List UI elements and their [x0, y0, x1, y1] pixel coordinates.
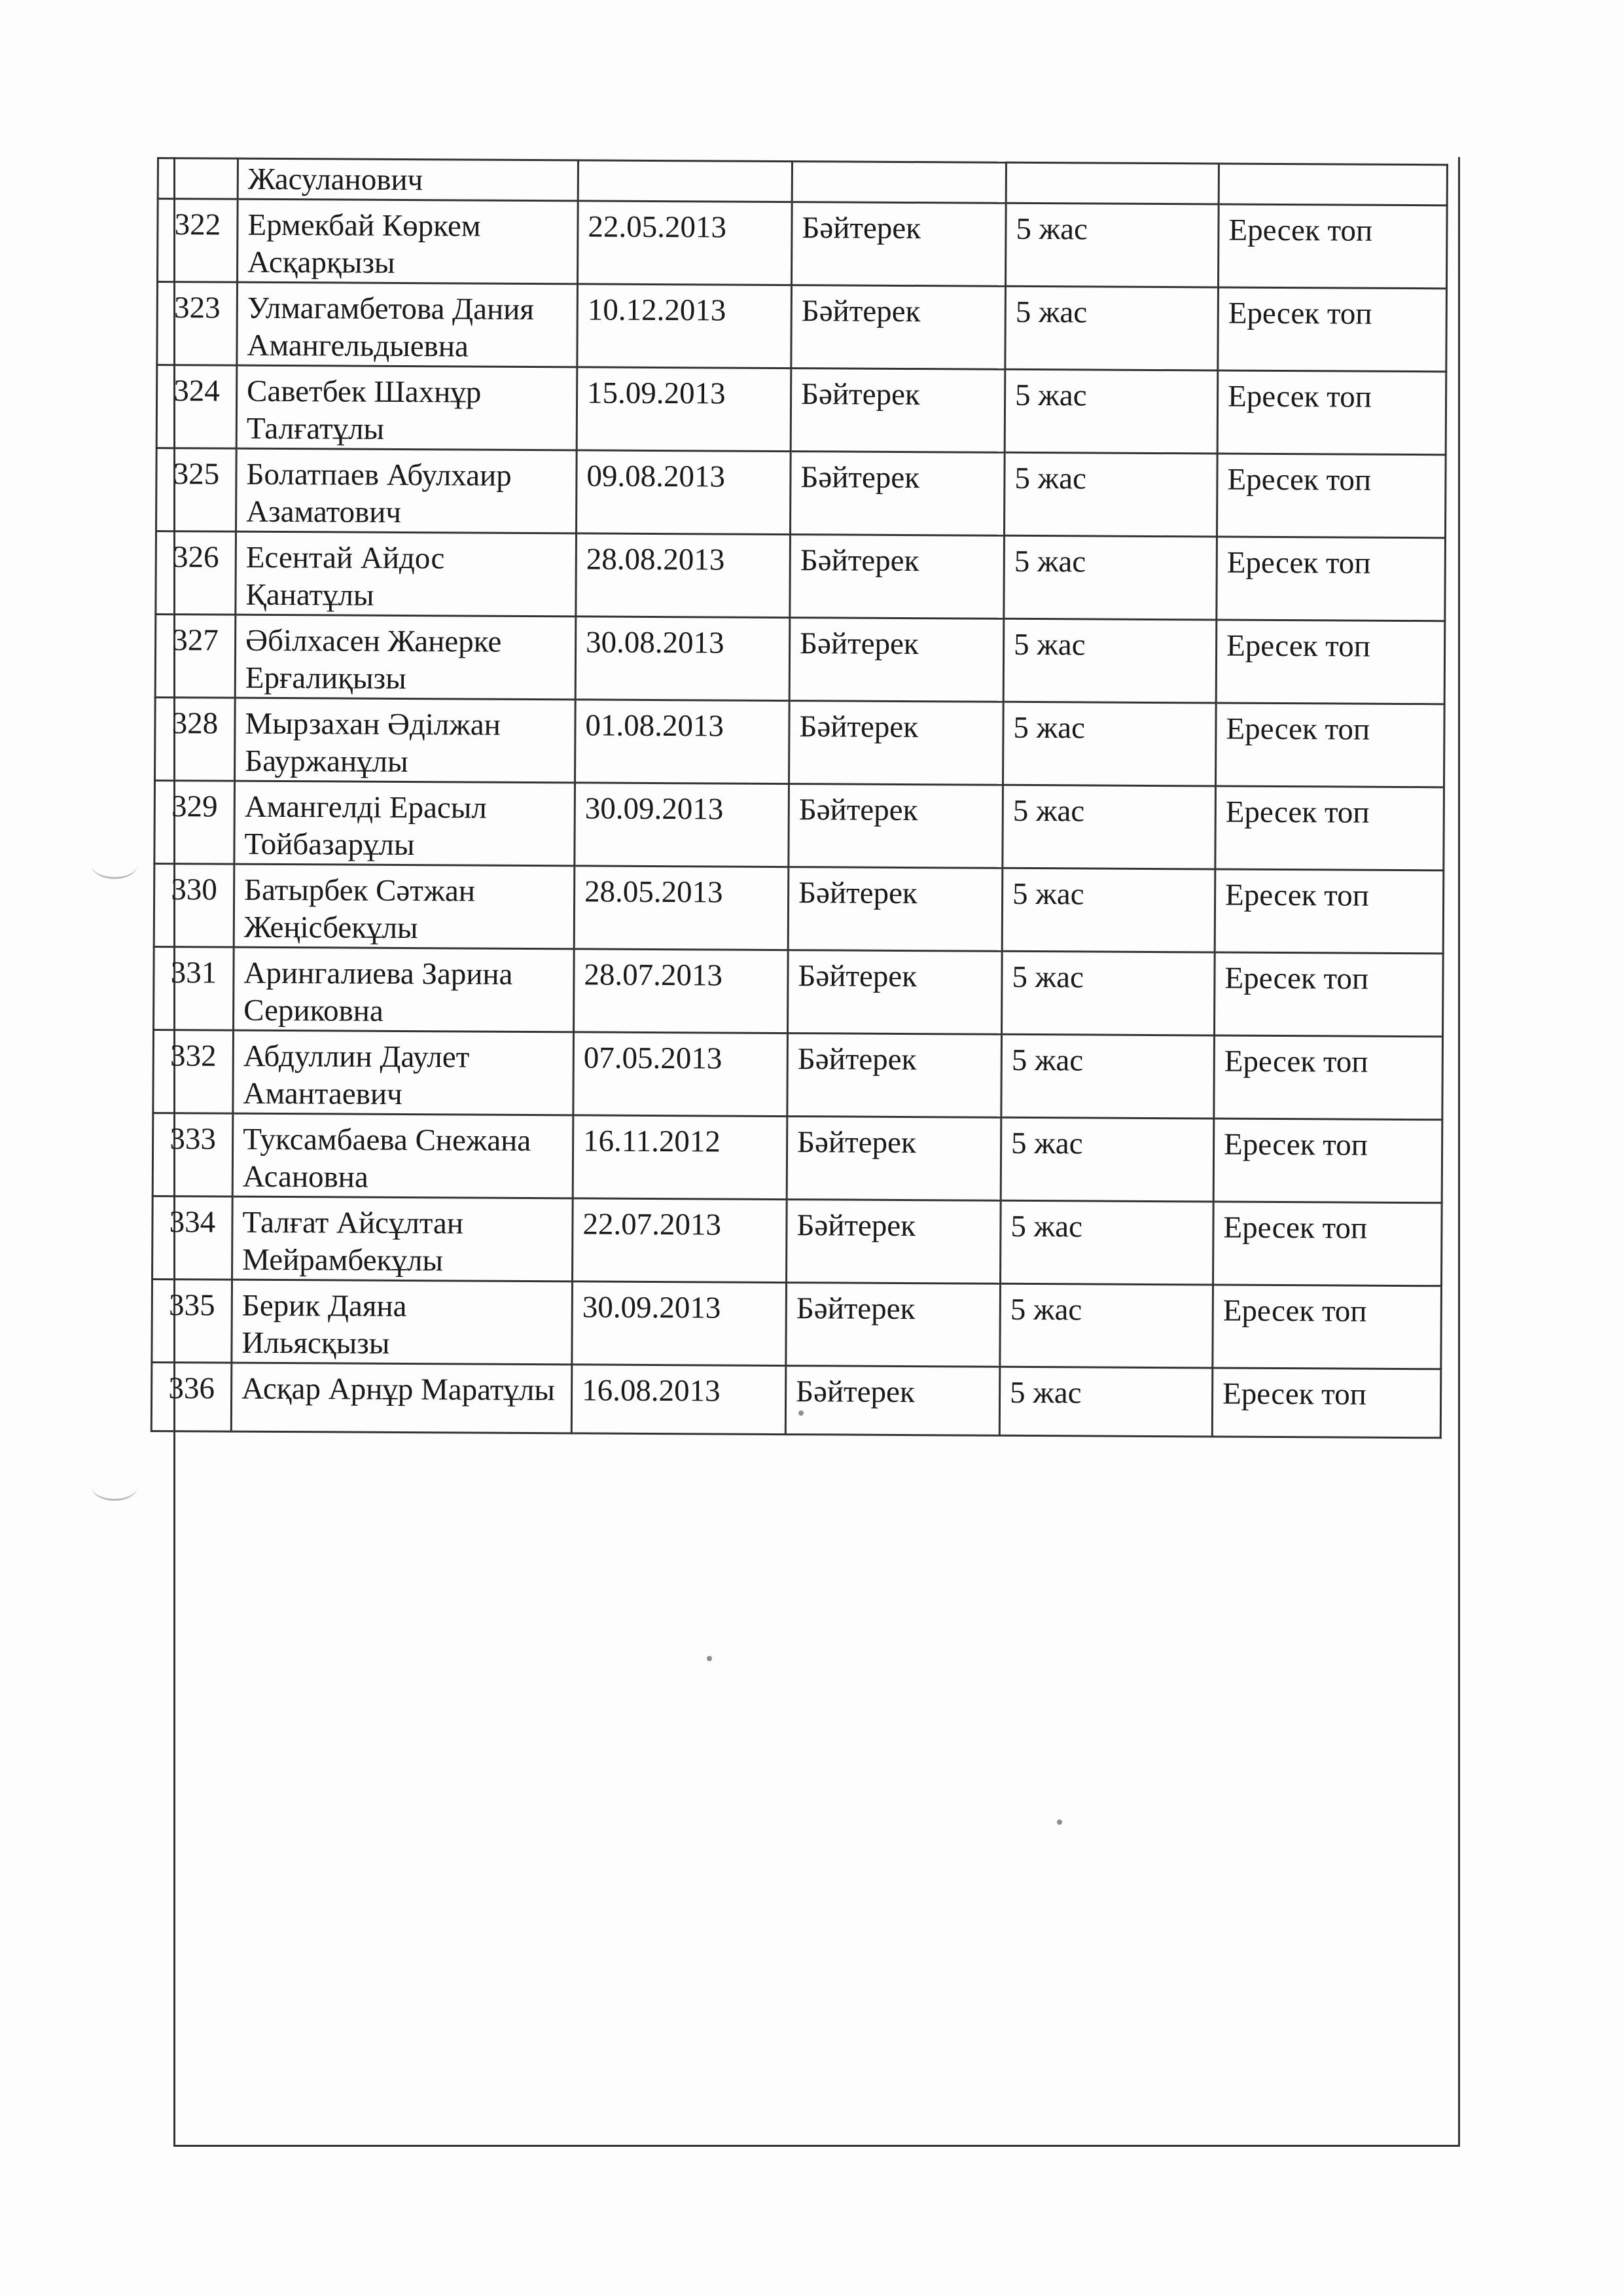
child-name-cell: Болатпаев Абулхаир Азаматович — [236, 448, 577, 533]
row-number-cell: 329 — [154, 780, 235, 864]
row-number-cell: 324 — [156, 365, 237, 449]
child-name-cell: Ермекбай Көркем Асқарқызы — [238, 199, 579, 284]
child-age-cell: 5 жас — [1000, 1283, 1213, 1368]
row-number-cell: 322 — [158, 199, 238, 283]
scan-speck — [1057, 1820, 1062, 1825]
birth-date-cell: 28.08.2013 — [576, 533, 791, 618]
row-number-cell: 326 — [156, 531, 236, 615]
child-name-cell: Есентай Айдос Қанатұлы — [236, 531, 577, 617]
age-category-cell: Ересек топ — [1216, 620, 1445, 704]
child-age-cell: 5 жас — [1001, 1117, 1214, 1202]
table-row — [155, 614, 1445, 704]
row-number-cell: 333 — [152, 1113, 233, 1196]
age-category-cell: Ересек топ — [1217, 537, 1446, 621]
age-category-cell: Ересек топ — [1214, 952, 1443, 1037]
group-name-cell: Бәйтерек — [787, 1117, 1001, 1201]
child-name-cell: Арингалиева Зарина Сериковна — [234, 947, 575, 1032]
row-number-cell: 335 — [152, 1279, 232, 1363]
table-row — [152, 1113, 1442, 1202]
child-name-cell: Амангелді Ерасыл Тойбазарұлы — [234, 781, 575, 866]
birth-date-cell: 22.07.2013 — [573, 1198, 787, 1283]
child-name-cell: Туксамбаева Снежана Асановна — [232, 1113, 573, 1198]
group-name-cell: Бәйтерек — [789, 701, 1003, 785]
age-category-cell: Ересек топ — [1217, 454, 1446, 538]
child-name-cell: Жасуланович — [238, 158, 578, 201]
child-age-cell: 5 жас — [1002, 951, 1215, 1035]
child-age-cell: 5 жас — [1003, 619, 1217, 703]
row-number-cell: 330 — [154, 863, 234, 947]
child-name-cell: Мырзахан Әділжан Бауржанұлы — [235, 698, 576, 783]
child-age-cell: 5 жас — [1003, 785, 1216, 869]
child-age-cell: 5 жас — [1004, 535, 1217, 620]
table-row — [156, 365, 1446, 455]
birth-date-cell: 30.08.2013 — [575, 617, 790, 701]
group-name-cell: Бәйтерек — [788, 867, 1003, 952]
row-number-cell: 331 — [154, 946, 234, 1030]
row-number-cell — [158, 158, 238, 200]
birth-date-cell: 30.09.2013 — [575, 783, 789, 867]
child-name-cell: Улмагамбетова Дания Амангельдыевна — [237, 282, 578, 367]
child-age-cell: 5 жас — [1001, 1034, 1215, 1119]
child-age-cell: 5 жас — [1005, 286, 1219, 370]
age-category-cell: Ересек топ — [1217, 370, 1446, 455]
table-row — [152, 1196, 1442, 1285]
roster-body — [151, 158, 1447, 1438]
table-row — [152, 1279, 1442, 1369]
child-age-cell: 5 жас — [1002, 868, 1215, 952]
group-name-cell: Бәйтерек — [791, 202, 1006, 287]
birth-date-cell: 07.05.2013 — [573, 1032, 788, 1117]
table-row — [156, 448, 1446, 538]
table-row — [153, 1030, 1443, 1119]
child-name-cell: Әбілхасен Жанерке Ерғалиқызы — [235, 615, 576, 700]
child-age-cell: 5 жас — [1005, 369, 1218, 454]
row-number-cell: 325 — [156, 448, 237, 532]
child-age-cell: 5 жас — [1001, 1200, 1214, 1285]
group-name-cell: Бәйтерек — [788, 950, 1003, 1035]
age-category-cell — [1219, 164, 1447, 206]
group-name-cell: Бәйтерек — [791, 368, 1005, 453]
group-name-cell — [792, 162, 1006, 204]
row-number-cell: 327 — [155, 614, 236, 698]
table-row — [154, 863, 1444, 953]
birth-date-cell: 16.08.2013 — [571, 1365, 786, 1435]
table-row — [155, 697, 1445, 787]
child-age-cell: 5 жас — [1005, 203, 1219, 287]
child-name-cell: Абдуллин Даулет Амантаевич — [233, 1030, 574, 1115]
table-row — [158, 158, 1447, 206]
age-category-cell: Ересек топ — [1218, 287, 1447, 372]
table-row — [154, 780, 1444, 870]
group-name-cell: Бәйтерек — [789, 784, 1003, 869]
birth-date-cell: 16.11.2012 — [573, 1115, 787, 1200]
row-number-cell: 336 — [151, 1362, 232, 1431]
table-row — [156, 531, 1446, 621]
child-name-cell: Талғат Айсұлтан Мейрамбекұлы — [232, 1196, 573, 1282]
group-name-cell: Бәйтерек — [790, 535, 1005, 619]
birth-date-cell: 10.12.2013 — [577, 284, 792, 368]
table-row — [151, 1362, 1441, 1437]
age-category-cell: Ересек топ — [1215, 869, 1444, 954]
birth-date-cell: 01.08.2013 — [575, 700, 790, 784]
table-row — [154, 946, 1444, 1036]
row-number-cell: 323 — [157, 282, 238, 366]
birth-date-cell: 28.05.2013 — [574, 866, 789, 950]
age-category-cell: Ересек топ — [1213, 1202, 1442, 1286]
age-category-cell: Ересек топ — [1212, 1368, 1441, 1438]
age-category-cell: Ересек топ — [1214, 1035, 1443, 1120]
group-name-cell: Бәйтерек — [785, 1366, 1000, 1436]
child-age-cell: 5 жас — [999, 1367, 1213, 1437]
birth-date-cell: 28.07.2013 — [574, 949, 789, 1033]
child-name-cell: Асқар Арнұр Маратұлы — [231, 1363, 572, 1433]
group-name-cell: Бәйтерек — [790, 452, 1005, 536]
child-age-cell — [1006, 162, 1219, 204]
table-row — [157, 282, 1447, 372]
child-name-cell: Батырбек Сәтжан Жеңісбекұлы — [234, 864, 575, 949]
age-category-cell: Ересек топ — [1215, 703, 1444, 787]
scan-speck — [798, 1410, 804, 1416]
age-category-cell: Ересек топ — [1213, 1285, 1442, 1369]
age-category-cell: Ересек топ — [1218, 204, 1447, 289]
row-number-cell: 332 — [153, 1030, 234, 1113]
age-category-cell: Ересек топ — [1213, 1119, 1442, 1203]
birth-date-cell — [578, 160, 792, 202]
punch-hole-mark — [92, 851, 137, 879]
birth-date-cell: 15.09.2013 — [577, 367, 791, 452]
birth-date-cell: 22.05.2013 — [577, 201, 792, 285]
birth-date-cell: 09.08.2013 — [576, 450, 791, 535]
children-roster-table — [151, 157, 1448, 1439]
child-age-cell: 5 жас — [1003, 702, 1216, 786]
birth-date-cell: 30.09.2013 — [572, 1282, 787, 1366]
punch-hole-mark — [92, 1473, 137, 1501]
row-number-cell: 328 — [155, 697, 236, 781]
group-name-cell: Бәйтерек — [789, 618, 1004, 702]
group-name-cell: Бәйтерек — [791, 285, 1006, 370]
table-row — [158, 199, 1448, 289]
group-name-cell: Бәйтерек — [787, 1200, 1001, 1284]
scan-speck — [707, 1656, 712, 1661]
child-age-cell: 5 жас — [1004, 452, 1217, 537]
age-category-cell: Ересек топ — [1215, 786, 1444, 870]
child-name-cell: Саветбек Шахнұр Талғатұлы — [236, 365, 577, 450]
group-name-cell: Бәйтерек — [786, 1283, 1001, 1367]
group-name-cell: Бәйтерек — [787, 1033, 1002, 1118]
row-number-cell: 334 — [152, 1196, 233, 1280]
child-name-cell: Берик Даяна Ильясқызы — [232, 1280, 573, 1365]
